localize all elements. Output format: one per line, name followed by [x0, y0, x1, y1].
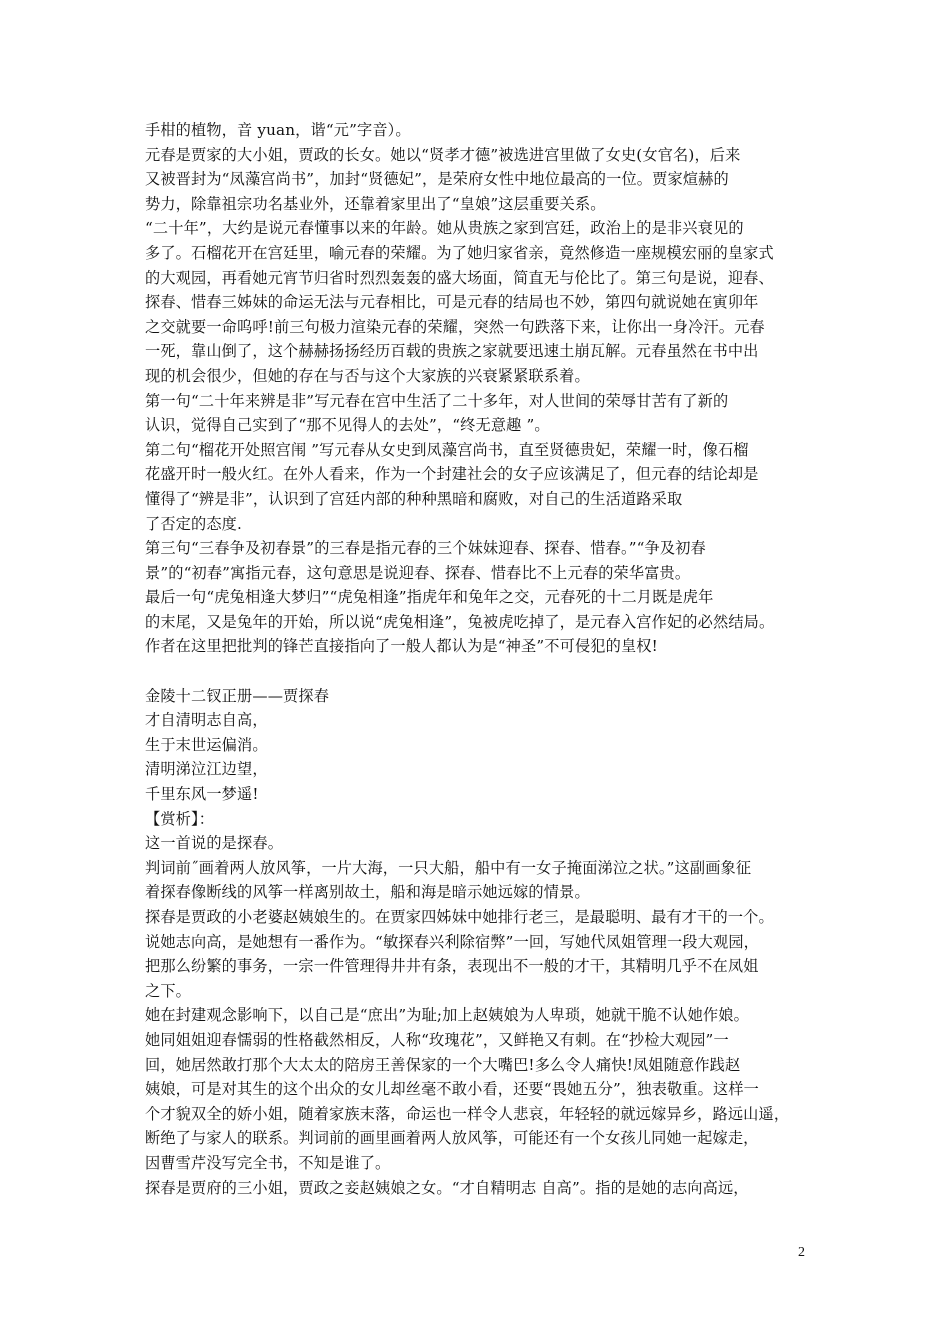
text-line: 第二句“榴花开处照宫闱 ”写元春从女史到凤藻宫尚书，直至贤德贵妃，荣耀一时，像石榴	[145, 440, 749, 459]
text-line: 清明涕泣江边望，	[145, 760, 268, 779]
text-line: 生于末世运偏消。	[145, 735, 268, 754]
text-line: 着探春像断线的风筝一样离别故土，船和海是暗示她远嫁的情景。	[145, 883, 590, 902]
text-line: 个才貌双全的娇小姐，随着家族末落，命运也一样令人悲哀，年轻轻的就远嫁异乡，路远山遥，	[145, 1104, 790, 1123]
text-line: “二十年”，大约是说元春懂事以来的年龄。她从贵族之家到宫廷，政治上的是非兴衰见的	[145, 219, 744, 238]
text-line: 探春是贾府的三小姐，贾政之妾赵姨娘之女。“才自精明志 自高”。指的是她的志向高远，	[145, 1178, 749, 1197]
text-line: 因曹雪芹没写完全书，不知是谁了。	[145, 1153, 391, 1172]
text-line: 势力，除靠祖宗功名基业外，还靠着家里出了“皇娘”这层重要关系。	[145, 194, 606, 213]
text-line: 金陵十二钗正册——贾探春	[145, 686, 330, 705]
text-line: 探春、惜春三姊妹的命运无法与元春相比，可是元春的结局也不妙，第四句就说她在寅卯年	[145, 293, 759, 312]
text-line: 千里东风一梦遥!	[145, 785, 259, 804]
text-line: 才自清明志自高，	[145, 711, 268, 730]
text-line: 之下。	[145, 981, 192, 1000]
text-line: 说她志向高，是她想有一番作为。“敏探春兴利除宿弊”一回，写她代凤姐管理一段大观园，	[145, 932, 759, 951]
text-line: 懂得了“辨是非”，认识到了宫廷内部的种种黑暗和腐败，对自己的生活道路采取	[145, 489, 683, 508]
text-line: 判词前˝画着两人放风筝，一片大海，一只大船，船中有一女子掩面涕泣之状。”这副画象征	[145, 858, 752, 877]
document-body	[145, 118, 835, 1200]
blank-line	[145, 659, 835, 684]
text-line: 了否定的态度.	[145, 514, 243, 533]
text-line: 手柑的植物，音 yuan，谐“元”字音）。	[145, 121, 411, 139]
text-line: 回，她居然敢打那个大太太的陪房王善保家的一个大嘴巴!多么令人痛快!凤姐随意作践赵	[145, 1055, 741, 1074]
text-line: 景”的“初春”寓指元春，这句意思是说迎春、探春、惜春比不上元春的荣华富贵。	[145, 563, 691, 582]
text-line: 她同姐姐迎春懦弱的性格截然相反，人称“玫瑰花”，又鲜艳又有刺。在“抄检大观园”一	[145, 1030, 729, 1049]
text-line: 姨娘，可是对其生的这个出众的女儿却丝毫不敢小看，还要“畏她五分”，独表敬重。这样一	[145, 1080, 759, 1099]
text-line: 又被晋封为“凤藻宫尚书”，加封“贤德妃”，是荣府女性中地位最高的一位。贾家煊赫的	[145, 170, 729, 189]
text-line: 第一句“二十年来辨是非”写元春在宫中生活了二十多年，对人世间的荣辱甘苦有了新的	[145, 391, 729, 410]
text-line: 的末尾，又是兔年的开始，所以说“虎兔相逢”，兔被虎吃掉了，是元春入宫作妃的必然结局。	[145, 612, 775, 631]
text-line: 最后一句“虎兔相逢大梦归”“虎兔相逢”指虎年和兔年之交，元春死的十二月既是虎年	[145, 588, 714, 607]
text-line: 花盛开时一般火红。在外人看来，作为一个封建社会的女子应该满足了，但元春的结论却是	[145, 465, 759, 484]
text-line: 元春是贾家的大小姐，贾政的长女。她以“贤孝才德”被选进宫里做了女史(女官名)，后来	[145, 145, 741, 164]
text-line: 断绝了与家人的联系。判词前的画里画着两人放风筝，可能还有一个女孩儿同她一起嫁走，	[145, 1129, 759, 1148]
text-line: 第三句“三春争及初春景”的三春是指元春的三个妹妹迎春、探春、惜春。”“争及初春	[145, 539, 706, 558]
text-line: 探春是贾政的小老婆赵姨娘生的。在贾家四姊妹中她排行老三，是最聪明、最有才干的一个。	[145, 908, 774, 926]
text-line: 她在封建观念影响下，以自己是“庶出”为耻;加上赵姨娘为人卑琐，她就干脆不认她作娘。	[145, 1006, 749, 1025]
text-line: 这一首说的是探春。	[145, 834, 284, 853]
text-line: 的大观园，再看她元宵节归省时烈烈轰轰的盛大场面，简直无与伦比了。第三句是说，迎春、	[145, 268, 774, 287]
text-line: 现的机会很少，但她的存在与否与这个大家族的兴衰紧紧联系着。	[145, 366, 590, 385]
text-line: 多了。石榴花开在宫廷里，喻元春的荣耀。为了她归家省亲，竟然修造一座规模宏丽的皇家式	[145, 243, 774, 262]
text-line: 【赏析】：	[145, 809, 215, 828]
page-number: 2	[798, 1245, 805, 1260]
text-line: 把那么纷繁的事务，一宗一件管理得井井有条，表现出不一般的才干，其精明几乎不在凤姐	[145, 957, 759, 976]
text-line: 一死，靠山倒了，这个赫赫扬扬经历百载的贵族之家就要迅速土崩瓦解。元春虽然在书中出	[145, 342, 759, 361]
text-line: 认识，觉得自己实到了“那不见得人的去处”，“终无意趣 ”。	[145, 416, 550, 435]
text-line: 之交就要一命呜呼!前三句极力渲染元春的荣耀，突然一句跌落下来，让你出一身冷汗。元春	[145, 317, 765, 336]
text-line: 作者在这里把批判的锋芒直接指向了一般人都认为是“神圣”不可侵犯的皇权!	[145, 637, 658, 656]
